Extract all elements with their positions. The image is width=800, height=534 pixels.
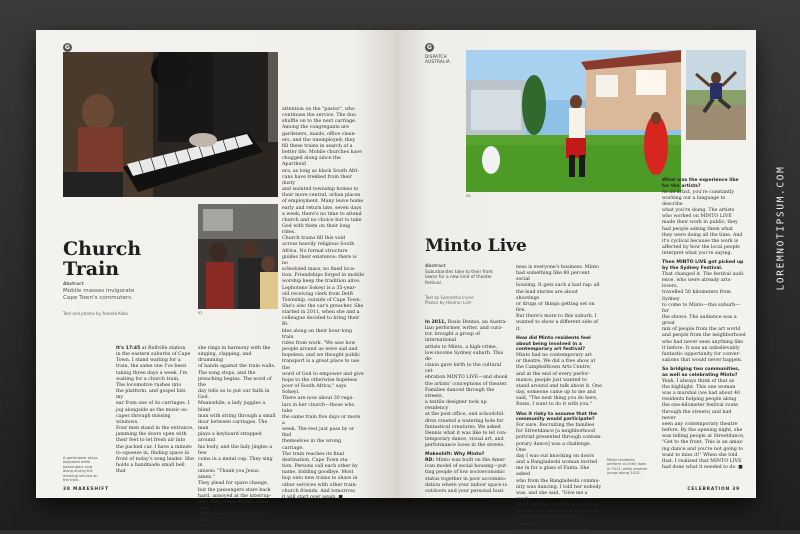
body-line: attention on the "pastor", who [282,107,355,112]
body-line: his body, and the lady jingles a few [198,444,273,456]
body-line: a textile designer took up residency [425,400,487,412]
right-folio: CELEBRATION 39 [687,487,740,492]
abstract-line: Suburbanites take to their front [425,269,493,275]
body-line: said, "The next thing you do here, [516,396,598,402]
body-line: nity was dancing. I told her nobody [516,484,602,490]
caption-line: Minto residents [607,458,635,462]
body-line: fantastic opportunity for conver- [662,351,741,357]
body-line: hard, annoyed at the interrup- [198,493,272,499]
body-line: at the post office, and schoolchil- [425,412,505,418]
body-line: for Streetdance [a neighborhood [516,429,595,435]
body-line: fantastical creatures. We asked [425,424,501,430]
body-column-1 [425,320,511,495]
photo-caption [607,458,667,476]
body-line: front of today's song leader. She [116,456,194,462]
article-title: Church Train [63,238,142,280]
body-line: week. The rest just pass by or find [282,427,355,439]
body-line: other services with other train- [282,482,358,488]
caption-line: along during the [63,469,93,474]
body-line: lian performer, writer, and cura- [425,326,503,332]
body-column-2 [516,265,602,534]
body-line: scheduled mass, no fixed loca- [282,267,356,273]
body-line: the same train five days or more a [282,414,361,426]
caption-line: keyboard while [63,460,91,465]
body-line: was, and she said, "Give me a week, [516,490,588,502]
body-line: God with them on their long rides. [282,223,351,236]
body-line: The song stops, and the [198,370,256,376]
body-line: But there's more to this suburb. I [516,314,597,320]
body-line: Africa. No formal structure [282,248,348,254]
lead-in: RD: [425,458,435,464]
body-line: this for you. We have to be part of [516,509,598,515]
dispatch-kicker: DISPATCH [425,54,447,59]
jumping-man-photo [686,50,746,140]
body-line: church friends. And tomorrow, [282,488,356,494]
body-line: better life. Mobile churches have [282,150,362,156]
body-line: singing, clapping, and drumming [198,352,252,364]
body-line: taking three days a week. I'm [116,370,188,376]
body-line: low-income Sydney suburb. This de- [425,350,504,362]
body-line: who from the Bangladeshi commu- [516,478,601,484]
body-line: their feet to let fresh air into [116,438,186,444]
body-line: residents helping people along [662,397,737,403]
body-line: Rosie, I want to do it with you." [516,402,592,408]
body-line: That changed it. The festival audi- [662,271,745,277]
body-line: the lead stories are about shootings [516,289,578,301]
body-line: holds a handmade small bell that [116,462,185,475]
body-line: tion. Friendships forged in mobile [282,273,365,279]
body-line: you know it's going to be okay. [516,527,590,533]
body-line: ence, who were already arts-lovers, [662,278,732,290]
body-line: worship keep the tradition alive. [282,279,361,285]
body-line: across heavily religious South [282,242,355,248]
caption-line: morning service on [63,473,98,478]
caption-line: jumps along 2013. [607,471,641,476]
abstract-line: Cape Town's commuters. [63,294,133,301]
body-line: who had never seen anything like [662,339,744,345]
body-line: Four men stand in the entrance, [116,426,194,432]
body-line: plays a keyboard strapped around [198,432,262,444]
caption-line: passengers sing [63,464,93,469]
body-line: and at the end of every perfor- [516,371,590,377]
dispatch-globe-icon: G [425,43,434,52]
body-line: ness is everyone's business. Minto [516,265,599,270]
interview-question: Then MINTO LIVE got picked up by the Sydney Festival. [662,260,744,272]
keyboard-photo [63,52,278,197]
body-line: before. By the opening night, she [662,428,743,434]
body-line: status together in poor accommo- [425,476,507,482]
body-line: mance, people just wanted to [516,377,587,383]
body-line: name, bidding goodbye. Most [282,470,354,476]
body-line: bles along on their hour-long train [282,328,352,340]
body-line: and people from the neighborhood [662,333,746,339]
body-line: porary dance] was a challenge. One [516,441,592,453]
body-line: cans have trekked from their dusty [282,174,352,186]
body-line: and a Bangladeshi woman invited [516,460,598,466]
body-line: ting people of low socioeconomic [425,470,505,476]
lead-rest: Minto was built on the Amer- [434,458,507,464]
body-line: lars in her church—those who take [282,402,355,414]
body-line: door between carriages. The man [198,419,268,432]
byline: Text by Samantha Irvine Photos by Heidrun Lohr [425,295,474,305]
body-line: The locomotive rushes into [116,382,182,388]
body-line: poor of South Africa," says Sokeyi. [282,384,347,396]
body-line: colleague decided to bring their Bi- [282,316,360,328]
body-line: They plead for spare change, [198,481,269,487]
body-line: era, as long as black South Afri- [282,168,360,174]
body-line: cision gave birth to the cultural cel- [425,363,502,375]
body-line: had done what it needed to do. ■ [662,465,743,471]
body-line: coins in a metal cup. They sing in [198,456,273,468]
interview-question: What was the experience like for the artists? [662,178,739,189]
body-line: Lephoteno Sokeyi is a 35-year- [282,285,357,291]
body-line: tion. Still, some donate a few rand [198,499,269,512]
caption-line: the train. [63,478,80,483]
body-line: tor, brought a group of international [425,332,481,344]
watermark [774,48,788,408]
body-line: early and return late, seven days [282,205,362,211]
body-line: made their work in public; they [662,220,738,226]
body-line: day, someone came up to me and [516,390,596,396]
body-line: transport is a great place to use the [282,359,360,371]
byline: Text and photos by Asanda Koko [63,311,128,316]
body-line: As an artist, you're constantly [662,189,735,195]
body-line: dren created a watering hole for [425,418,504,424]
photo-number: 02 [198,311,203,315]
body-line: shuffle on to the next carriage. [282,119,357,125]
body-line: outdoors and your personal busi- [425,488,505,494]
body-line: working out a language to describe [662,195,726,207]
body-line: temporary dance, visual art, and [425,436,504,442]
body-line: man with string through a small [198,413,276,419]
left-folio: 38 MAKESHIFT [63,487,109,492]
body-line: day I was out knocking on doors [516,453,594,459]
body-line: the shows. The audience was a great [662,315,737,327]
body-line: hop onto new trains to share in [282,476,358,482]
lead-in: It's 17:45 [116,346,141,351]
body-line: had something like 80 percent social [516,271,590,283]
body-line: Church trains fill this void [282,236,346,242]
body-line: She's also the car's preacher. She [282,304,364,309]
body-line: stand around and talk about it. One [516,383,602,389]
article-abstract [63,282,183,302]
body-line: ebration MINTO LIVE—and shook [425,375,508,381]
dispatch-globe-icon: G [63,43,72,52]
body-line: and isolated township homes to [282,187,359,193]
body-line: "Get to the front. This is an amaz- [662,440,744,446]
body-line: they were doing all the time. And [662,232,743,238]
interview-question: How did Minto residents feel about being involved in a contemporary art festival? [516,335,591,353]
photo-number: 03 [466,194,471,198]
body-line: it before. It was an unbelievably [662,345,740,351]
body-line: hope to the otherwise hopeless [282,377,358,383]
body-line: the Campbelltown Arts Centre, [516,365,592,371]
body-line: people around us were sad and [282,347,358,353]
body-line: rides from work. "We saw how [282,340,356,346]
abstract-heading: Abstract [425,264,446,269]
watermark-text: LOREMNOTIPSUM.COM [775,165,787,291]
body-line: guides their existence: there is no [282,254,357,266]
body-line: or theatre. We did a free show at [516,359,596,365]
body-line: sations that would never happen. [662,358,743,364]
body-line: There are now about 30 regu- [282,396,355,402]
abstract-heading: Abstract [63,282,84,287]
body-line: to squeeze in, finding space in [116,450,190,456]
body-line: Families danced through the streets, [425,387,495,399]
body-line: chugged along since the Apartheid [282,156,341,168]
body-line: was telling people at Streetdance, [662,434,745,440]
right-page [396,30,756,533]
interview-question: Was it risky to assume that the community would participate? [516,411,598,423]
magazine-spread [36,30,756,533]
caption-line: in 2013, while another [607,466,648,471]
body-line: Yeah, I always think of that as [662,378,735,384]
body-line: themselves in the wrong carriage. [282,439,342,451]
body-line: a week; there's no time to attend [282,211,362,217]
body-line: interpret what you're saying. [662,251,733,257]
body-line: mix of people from the art world [662,327,741,333]
dispatch-badge [425,43,434,52]
body-line: ican model of social housing—put- [425,464,508,470]
body-column-3 [662,175,746,471]
body-line: unison: "Thank you Jesus, amen." [198,469,261,481]
body-line: portrait presented through contem- [516,435,602,441]
body-line: seen any contemporary theatre [662,421,738,427]
body-line: had people asking them what [662,226,733,232]
body-line: The train reaches its final [282,451,344,457]
body-line: Among the congregants are [282,125,350,131]
body-line: housing. It gets such a bad rap: all [516,283,600,289]
body-line: the one-kilometer festival route [662,403,739,409]
body-line: in the eastern suburbs of Cape [116,352,191,358]
body-line: ear from one of its carriages. I [116,401,190,407]
passengers-photo [198,204,278,309]
body-line: hopeless, and we thought public [282,353,361,359]
interview-question: Makeshift: Why Minto? [425,452,485,458]
body-line: who worked on MINTO LIVE [662,214,732,220]
body-column-1 [116,346,194,475]
body-line: through the streets) and had never [662,409,732,421]
body-line: was a marshal (we had about 40 [662,391,741,397]
body-line: the packed car. I have a minute [116,444,192,450]
body-column-2 [198,346,276,525]
body-line: the artists' conceptions of theater. [425,381,508,387]
caption-line: A parishioner plays [63,456,98,460]
lead-rest: Rosie Dennis, an Austra- [446,320,507,325]
body-line: continues the service. The duo [282,113,356,119]
body-line: ing dance and you're not going to [662,446,744,452]
body-line: but the passengers stare back [198,487,271,493]
body-line: capes through missing windows. [116,413,171,425]
abstract-line: lawns for a new kind of theater [425,275,492,281]
body-line: Minto had no contemporary art [516,353,592,359]
body-line: Town. I stand waiting for a [116,358,181,364]
body-line: destination, Cape Town sta- [282,457,349,463]
dispatch-label [425,54,450,65]
body-line: what you're doing. The artists [662,208,735,214]
dispatch-country: AUSTRALIA [425,59,450,65]
interview-question: So bridging two communities, as well as celebrating Minto? [662,367,740,379]
body-line: Meanwhile, a lady juggles a blind [198,401,266,413]
caption-line: perform on their lawn [607,462,647,467]
body-line: dation where your indoor space is [425,482,508,488]
body-line: gardeners, maids, office clean- [282,131,357,137]
body-line: the highlight. This one woman [662,385,736,390]
body-line: while the rest continue to fix their [198,512,268,524]
body-line: tion. Persons call each other by [282,464,358,470]
body-line: preaching begins. The word of the [198,376,272,388]
body-line: fill these trains in search of a [282,143,353,149]
body-column-3 [282,107,364,501]
body-line: to come to Minto—this suburb—for [662,302,740,314]
body-line: wanted to show a different side of it. [516,320,599,332]
body-line: or drugs or things getting set on fire. [516,301,595,314]
article-abstract [425,264,525,286]
body-line: she rings in harmony with the [198,346,271,351]
body-line: and I will find a family who will do [516,503,599,509]
body-line: word of God to empower and give [282,371,364,377]
body-line: day tells us to put our faith in God. [198,389,270,401]
body-line: travelled 50 kilometers from Sydney [662,290,731,302]
lead-rest: at Bellville station [140,346,186,351]
body-line: me in for a glass of Fanta. She asked [516,466,590,478]
body-line: Township, outside of Cape Town. [282,297,362,303]
body-line: waiting for a church train. [116,376,180,382]
body-line: their more central, urban places [282,193,361,199]
body-line: started in 2011, when she and a [282,310,360,316]
abstract-line: festival. [425,280,443,286]
body-line: For sure. Recruiting the families [516,423,595,429]
body-line: it will start over again. ■ [282,494,343,500]
body-line: it's cyclical because the work is [662,238,739,244]
body-line: of employment. Many leave home [282,199,364,205]
body-line: jog alongside as the music es- [116,407,189,413]
abstract-line: Mobile masses invigorate [63,287,135,294]
body-line: jamming the doors open with [116,432,187,438]
body-line: that, I realized that MINTO LIVE [662,458,742,464]
dispatch-badge [63,43,72,52]
article-title: Minto Live [425,236,527,256]
lawn-performance-photo [466,50,681,192]
left-page [36,30,396,524]
body-line: old receiving clerk from Delft [282,291,354,297]
body-line: ers, and the unemployed; they [282,137,356,143]
body-line: church and no choice but to take [282,217,362,223]
body-line: want to miss it!" When she told [662,452,738,458]
lead-in: In 2011, [425,320,447,325]
body-line: artists to Minto, a high-crime, [425,344,498,350]
body-line: train, the same one I've been [116,364,187,370]
body-line: Dennis what it was like to let con- [425,430,507,436]
body-line: this." When things like that happen, [516,515,582,527]
body-line: affected by how the local people [662,245,740,250]
body-line: the platform, and gospel hits my [116,389,186,401]
body-line: performance loose in the streets. [425,443,505,449]
photo-caption [63,456,111,483]
body-line: of hands against the train walls. [198,364,276,370]
